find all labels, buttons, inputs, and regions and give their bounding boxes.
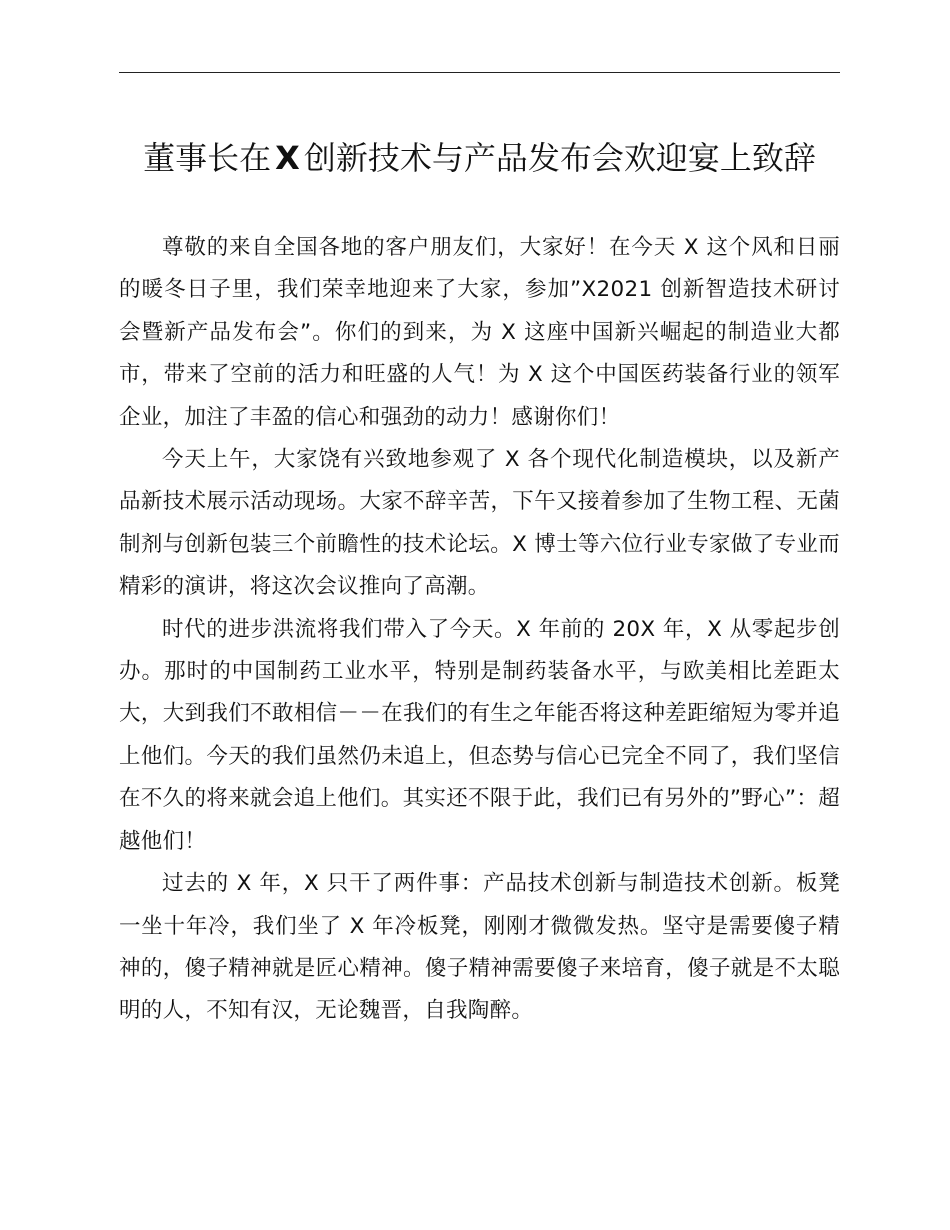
paragraph-2: 今天上午，大家饶有兴致地参观了 X 各个现代化制造模块，以及新产品新技术展示活动现场。大家不辞辛苦，下午又接着参加了生物工程、无菌制剂与创新包装三个前瞻性的技术论坛。X 博士等六位行业专家做了专业而精彩的演讲，将这次会议推向了高潮。	[119, 447, 840, 600]
paragraph-3: 时代的进步洪流将我们带入了今天。X 年前的 20X 年，X 从零起步创办。那时的中国制药工业水平，特别是制药装备水平，与欧美相比差距太大，大到我们不敢相信－－在我们的有生之年能否将这种差距缩短为零并追上他们。今天的我们虽然仍未追上，但态势与信心已完全不同了，我们坚信在不久的将来就会追上他们。其实还不限于此，我们已有另外的”野心”：超越他们！	[119, 616, 840, 854]
document-body	[119, 227, 840, 1033]
title-prefix: 董事长在	[143, 139, 272, 177]
paragraph-4: 过去的 X 年，X 只干了两件事：产品技术创新与制造技术创新。板凳一坐十年冷，我们坐了 X 年冷板凳，刚刚才微微发热。坚守是需要傻子精神的，傻子精神就是匠心精神。傻子精神需要傻子来培育，傻子就是不太聪明的人，不知有汉，无论魏晋，自我陶醉。	[119, 871, 840, 1024]
title-x: X	[275, 139, 300, 177]
paragraph-1: 尊敬的来自全国各地的客户朋友们，大家好！在今天 X 这个风和日丽的暖冬日子里，我们荣幸地迎来了大家，参加”X2021 创新智造技术研讨会暨新产品发布会”。你们的到来，为 X 这座中国新兴崛起的制造业大都市，带来了空前的活力和旺盛的人气！为 X 这个中国医药装备行业的领军企业，加注了丰盈的信心和强劲的动力！感谢你们！	[119, 235, 840, 430]
header-rule	[119, 72, 840, 73]
document-title	[119, 133, 840, 183]
title-suffix: 创新技术与产品发布会欢迎宴上致辞	[303, 139, 816, 177]
